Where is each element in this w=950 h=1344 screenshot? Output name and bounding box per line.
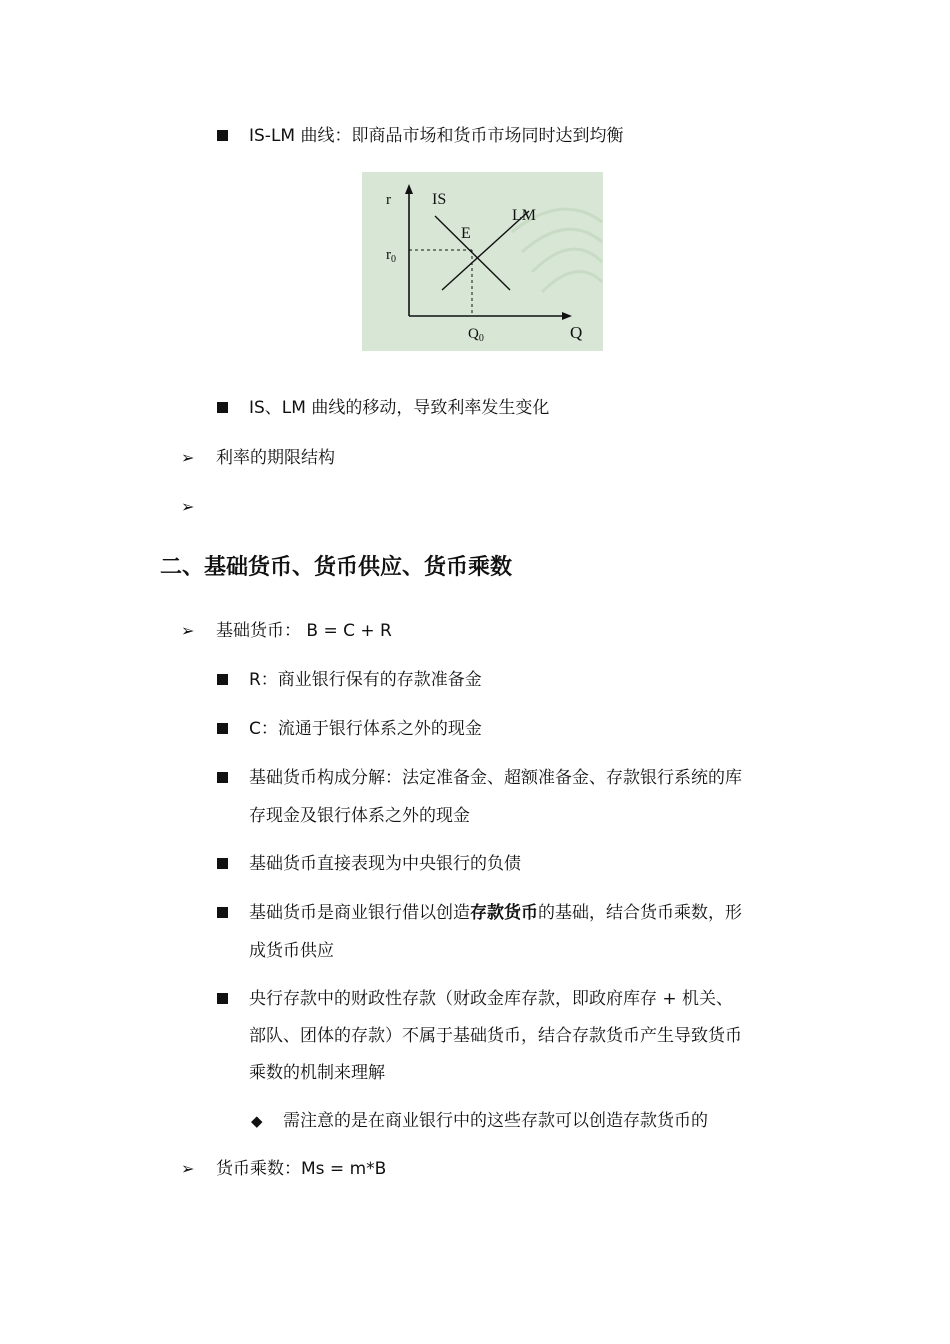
y-axis-label: r — [386, 192, 391, 208]
r0-label: $r_0$ — [386, 247, 396, 265]
basis-line-2: 成货币供应 — [249, 941, 334, 961]
basis-line-1 — [249, 901, 742, 925]
bullet-square-icon — [217, 858, 228, 869]
base-money-text: 基础货币： B = C + R — [216, 621, 392, 641]
bullet-square-icon — [217, 674, 228, 685]
x-axis-label: Q — [570, 323, 583, 342]
is-label: IS — [432, 191, 447, 208]
c-definition: C：流通于银行体系之外的现金 — [249, 719, 482, 739]
multiplier-text: 货币乘数：Ms = m*B — [216, 1159, 387, 1179]
lm-label: LM — [512, 207, 536, 224]
basis-text-pre: 基础货币是商业银行借以创造 — [249, 903, 470, 923]
decomposition-line-2: 存现金及银行体系之外的现金 — [249, 806, 470, 826]
note-text: 需注意的是在商业银行中的这些存款可以创造存款货币的 — [283, 1111, 708, 1131]
arrow-bullet-icon: ➢ — [181, 621, 195, 640]
arrow-bullet-icon: ➢ — [181, 497, 195, 516]
basis-text-post: 的基础，结合货币乘数，形 — [538, 903, 742, 923]
islm-diagram — [362, 172, 603, 351]
fiscal-line-1: 央行存款中的财政性存款（财政金库存款，即政府库存 + 机关、 — [249, 989, 734, 1009]
q0-label: $Q_0$ — [468, 326, 484, 344]
bullet-square-icon — [217, 723, 228, 734]
equilibrium-label: E — [461, 225, 471, 242]
chart-background — [362, 172, 603, 351]
bullet-square-icon — [217, 993, 228, 1004]
arrow-bullet-icon: ➢ — [181, 448, 195, 467]
diamond-bullet-icon: ◆ — [251, 1112, 263, 1130]
term-structure-text: 利率的期限结构 — [216, 448, 335, 468]
fiscal-line-3: 乘数的机制来理解 — [249, 1063, 385, 1083]
bullet-square-icon — [217, 907, 228, 918]
bullet-square-icon — [217, 772, 228, 783]
bullet-square-icon — [217, 402, 228, 413]
arrow-bullet-icon: ➢ — [181, 1159, 195, 1178]
fiscal-line-2: 部队、团体的存款）不属于基础货币，结合存款货币产生导致货币 — [249, 1026, 742, 1046]
section-heading: 二、基础货币、货币供应、货币乘数 — [160, 555, 513, 580]
bullet-square-icon — [217, 130, 228, 141]
islm-chart-svg — [362, 172, 603, 351]
decomposition-line-1: 基础货币构成分解：法定准备金、超额准备金、存款银行系统的库 — [249, 768, 742, 788]
deposit-money-bold: 存款货币 — [470, 903, 538, 923]
islm-shift-text: IS、LM 曲线的移动，导致利率发生变化 — [249, 398, 550, 418]
liability-text: 基础货币直接表现为中央银行的负债 — [249, 854, 521, 874]
r-definition: R：商业银行保有的存款准备金 — [249, 670, 482, 690]
islm-curve-text: IS-LM 曲线：即商品市场和货币市场同时达到均衡 — [249, 126, 624, 146]
